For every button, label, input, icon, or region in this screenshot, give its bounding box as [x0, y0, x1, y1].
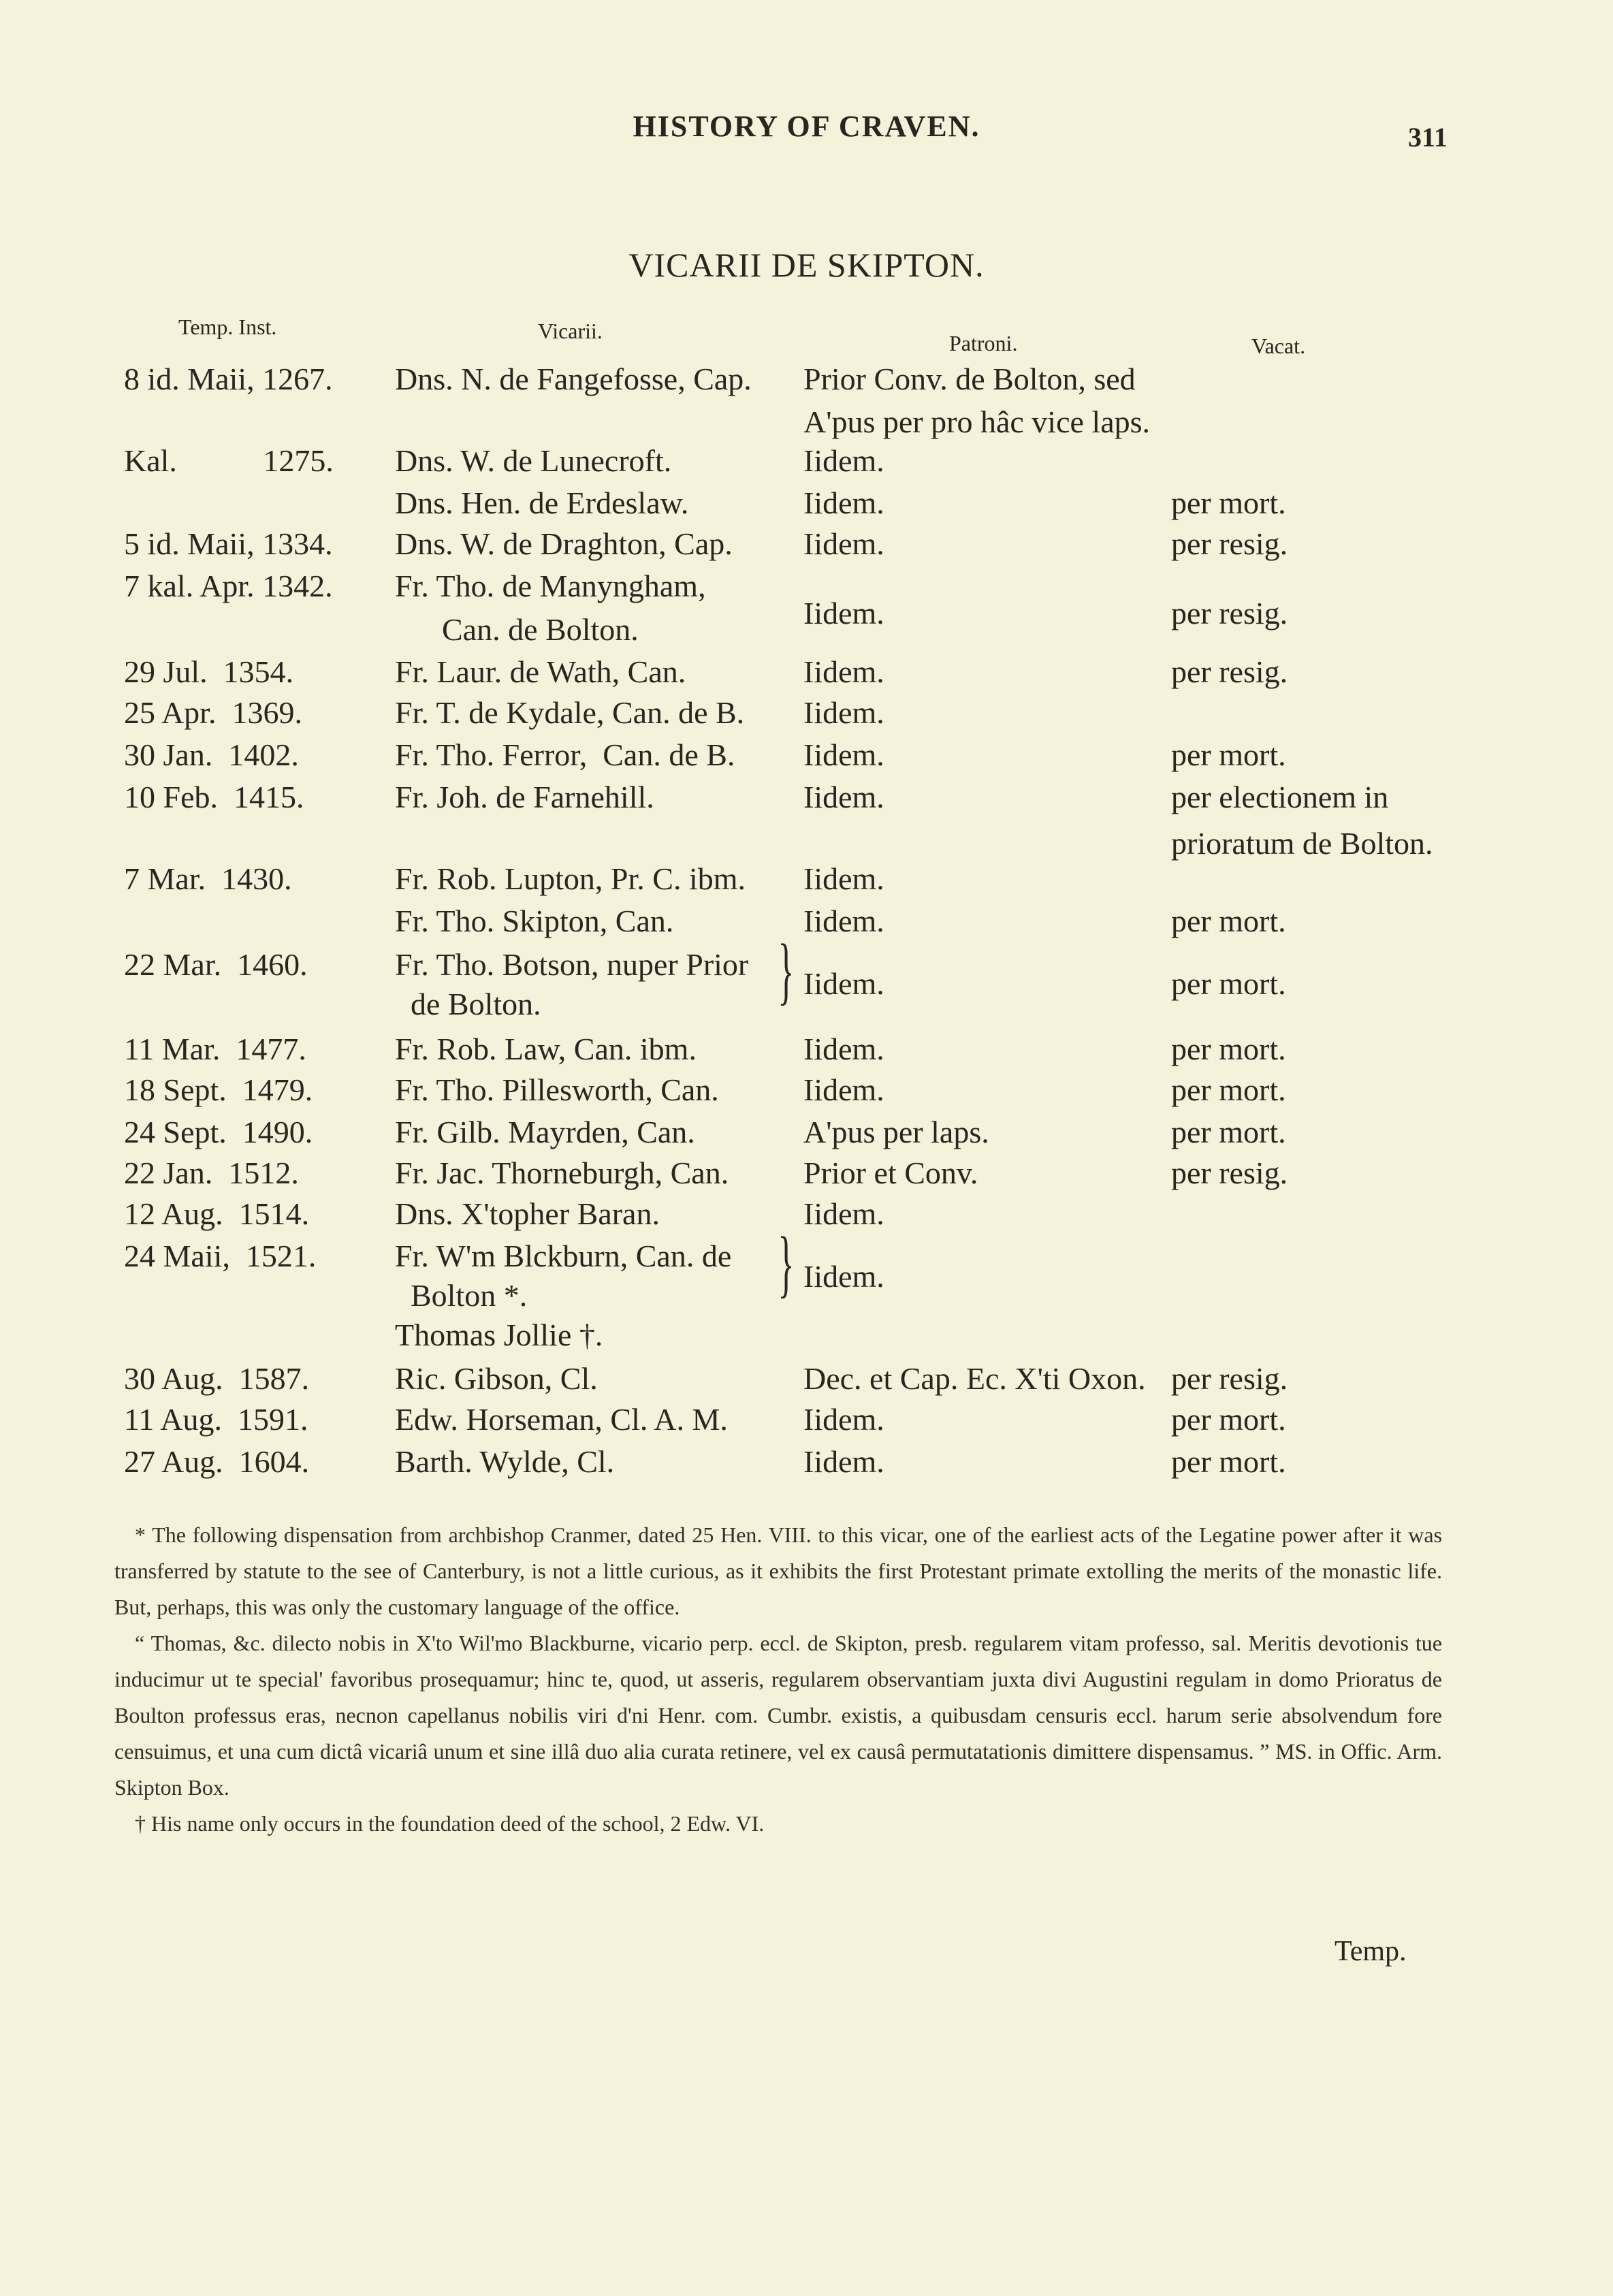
- cell-patron: A'pus per pro hâc vice laps.: [803, 404, 1151, 439]
- cell-date: 29 Jul. 1354.: [124, 654, 294, 689]
- cell-patron: Iidem.: [803, 443, 884, 478]
- cell-vacat: per mort.: [1171, 1402, 1286, 1437]
- table-row: [0, 1444, 1613, 1487]
- cell-vicar: Fr. Laur. de Wath, Can.: [395, 654, 686, 689]
- table-row: [0, 1031, 1613, 1074]
- cell-patron: Iidem.: [803, 654, 884, 689]
- cell-patron: Iidem.: [803, 1072, 884, 1107]
- cell-vicar: de Bolton.: [395, 987, 541, 1021]
- table-row: [0, 404, 1613, 447]
- cell-vacat: per resig.: [1171, 654, 1288, 689]
- cell-vacat: per resig.: [1171, 526, 1288, 561]
- cell-vicar: Fr. Joh. de Farnehill.: [395, 780, 654, 814]
- cell-vicar: Dns. N. de Fangefosse, Cap.: [395, 362, 752, 396]
- cell-vacat: per mort.: [1171, 1115, 1286, 1149]
- cell-vicar: Fr. Jac. Thorneburgh, Can.: [395, 1155, 729, 1190]
- cell-date: 7 Mar. 1430.: [124, 861, 292, 896]
- cell-vacat: per resig.: [1171, 1361, 1288, 1396]
- cell-vicar: Fr. Tho. Pillesworth, Can.: [395, 1072, 719, 1107]
- table-row: [0, 1277, 1613, 1321]
- cell-patron: Iidem.: [803, 596, 884, 631]
- table-row: [0, 861, 1613, 904]
- cell-vicar: Dns. Hen. de Erdeslaw.: [395, 485, 689, 520]
- cell-patron: Iidem.: [803, 1444, 884, 1479]
- table-row: [0, 443, 1613, 486]
- cell-vicar: Fr. Tho. Ferror, Can. de B.: [395, 737, 735, 772]
- cell-vacat: per mort.: [1171, 1072, 1286, 1107]
- cell-date: 22 Jan. 1512.: [124, 1155, 299, 1190]
- cell-date: 12 Aug. 1514.: [124, 1196, 310, 1231]
- table-row: [0, 654, 1613, 697]
- cell-vacat: prioratum de Bolton.: [1171, 826, 1433, 861]
- cell-vacat: per resig.: [1171, 596, 1288, 631]
- cell-date: 10 Feb. 1415.: [124, 780, 304, 814]
- brace-1460: }: [778, 929, 795, 1012]
- cell-vacat: per mort.: [1171, 966, 1286, 1001]
- table-row: [0, 1360, 1613, 1404]
- cell-vicar: Fr. T. de Kydale, Can. de B.: [395, 695, 745, 730]
- page-number: 311: [1408, 122, 1448, 153]
- cell-vicar: Dns. W. de Lunecroft.: [395, 443, 672, 478]
- cell-vicar: Fr. W'm Blckburn, Can. de: [395, 1239, 732, 1273]
- running-head: HISTORY OF CRAVEN.: [633, 110, 980, 143]
- table-row: [0, 1072, 1613, 1115]
- cell-date: Kal. 1275.: [124, 443, 334, 478]
- catchword: Temp.: [1335, 1936, 1407, 1967]
- cell-vicar: Dns. X'topher Baran.: [395, 1196, 660, 1231]
- cell-date: 7 kal. Apr. 1342.: [124, 569, 333, 603]
- page-title: VICARII DE SKIPTON.: [628, 246, 985, 284]
- cell-patron: Iidem.: [803, 1032, 884, 1066]
- footnotes: [114, 1517, 1442, 1842]
- cell-vicar: Barth. Wylde, Cl.: [395, 1444, 615, 1479]
- cell-date: 18 Sept. 1479.: [124, 1072, 313, 1107]
- cell-patron: A'pus per laps.: [803, 1115, 989, 1149]
- cell-vacat: per electionem in: [1171, 780, 1389, 814]
- table-row: [0, 695, 1613, 738]
- cell-vicar: Fr. Gilb. Mayrden, Can.: [395, 1115, 695, 1149]
- table-row: [0, 611, 1613, 655]
- cell-patron: Iidem.: [803, 526, 884, 561]
- footnote-dagger: † His name only occurs in the foundation deed of the school, 2 Edw. VI.: [135, 1811, 765, 1836]
- cell-vacat: per mort.: [1171, 904, 1286, 938]
- cell-vacat: per mort.: [1171, 485, 1286, 520]
- cell-patron: Iidem.: [803, 780, 884, 814]
- cell-patron: Iidem.: [803, 1259, 884, 1294]
- cell-date: 25 Apr. 1369.: [124, 695, 302, 730]
- cell-vicar: Can. de Bolton.: [395, 612, 639, 647]
- cell-patron: Prior et Conv.: [803, 1155, 978, 1190]
- cell-vicar: Fr. Tho. Botson, nuper Prior: [395, 947, 749, 982]
- cell-vicar: Fr. Rob. Lupton, Pr. C. ibm.: [395, 861, 746, 896]
- brace-1521: }: [778, 1222, 795, 1305]
- table-row: [0, 1401, 1613, 1445]
- column-header-vacat: Vacat.: [1251, 334, 1306, 358]
- footnote-asterisk: * The following dispensation from archbishop Cranmer, dated 25 Hen. VIII. to this vicar, one of the earliest acts of the Legatine power after it was transferred by statute to the see of Canterbury, is not a little curious, as it exhibits the first Protestant primate extolling the merits of the monastic life. But, perhaps, this was only the customary language of the office.: [114, 1522, 1442, 1619]
- cell-patron: Iidem.: [803, 1196, 884, 1231]
- table-row: [0, 779, 1613, 823]
- cell-vicar: Fr. Tho. Skipton, Can.: [395, 904, 674, 938]
- cell-vicar: Ric. Gibson, Cl.: [395, 1361, 598, 1396]
- cell-date: 8 id. Maii, 1267.: [124, 362, 333, 396]
- cell-date: 30 Aug. 1587.: [124, 1361, 310, 1396]
- cell-date: 24 Maii, 1521.: [124, 1239, 317, 1273]
- cell-patron: Dec. et Cap. Ec. X'ti Oxon.: [803, 1361, 1146, 1396]
- column-header-patroni: Patroni.: [949, 331, 1018, 355]
- table-row: [0, 1317, 1613, 1360]
- cell-patron: Prior Conv. de Bolton, sed: [803, 362, 1136, 396]
- table-row: [0, 903, 1613, 946]
- cell-patron: Iidem.: [803, 966, 884, 1001]
- table-row: [0, 361, 1613, 404]
- cell-vicar: Dns. W. de Draghton, Cap.: [395, 526, 733, 561]
- cell-vicar: Fr. Rob. Law, Can. ibm.: [395, 1032, 697, 1066]
- cell-date: 27 Aug. 1604.: [124, 1444, 310, 1479]
- column-header-vicarii: Vicarii.: [538, 319, 603, 343]
- cell-date: 24 Sept. 1490.: [124, 1115, 313, 1149]
- cell-vacat: per mort.: [1171, 1032, 1286, 1066]
- table-row: [0, 737, 1613, 780]
- cell-date: 11 Mar. 1477.: [124, 1032, 306, 1066]
- cell-vicar: Bolton *.: [395, 1278, 528, 1313]
- table-row: [0, 986, 1613, 1030]
- cell-date: 11 Aug. 1591.: [124, 1402, 308, 1437]
- cell-patron: Iidem.: [803, 485, 884, 520]
- cell-vicar: Thomas Jollie †.: [395, 1318, 603, 1352]
- cell-vacat: per mort.: [1171, 737, 1286, 772]
- cell-date: 22 Mar. 1460.: [124, 947, 308, 982]
- table-row: [0, 1196, 1613, 1239]
- footnote-quotation: “ Thomas, &c. dilecto nobis in X'to Wil'mo Blackburne, vicario perp. eccl. de Skipton, presb. regularem vitam professo, sal. Meritis devotionis tue inducimur ut te special' favoribus prosequamur; hinc te, quod, ut asseris, regularem observantiam juxta divi Augustini regulam in domo Prioratus de Boulton professus eras, necnon capellanus nobilis viri d'ni Henr. com. Cumbr. existis, a quibusdam censuris eccl. harum serie absolvendum fore censuimus, et una cum dictâ vicariâ unum et sine illâ duo alia curata retinere, vel ex causâ permutatationis dimittere dispensamus. ” MS. in Offic. Arm. Skipton Box.: [114, 1631, 1442, 1800]
- cell-vicar: Fr. Tho. de Manyngham,: [395, 569, 706, 603]
- table-row: [0, 526, 1613, 569]
- cell-date: 30 Jan. 1402.: [124, 737, 299, 772]
- cell-patron: Iidem.: [803, 695, 884, 730]
- cell-patron: Iidem.: [803, 1402, 884, 1437]
- cell-patron: Iidem.: [803, 861, 884, 896]
- table-row: [0, 1114, 1613, 1158]
- cell-date: 5 id. Maii, 1334.: [124, 526, 333, 561]
- column-header-temp: Temp. Inst.: [178, 315, 277, 339]
- cell-patron: Iidem.: [803, 904, 884, 938]
- cell-vicar: Edw. Horseman, Cl. A. M.: [395, 1402, 728, 1437]
- cell-patron: Iidem.: [803, 737, 884, 772]
- cell-vacat: per resig.: [1171, 1155, 1288, 1190]
- cell-vacat: per mort.: [1171, 1444, 1286, 1479]
- table-row: [0, 485, 1613, 528]
- table-row: [0, 1155, 1613, 1198]
